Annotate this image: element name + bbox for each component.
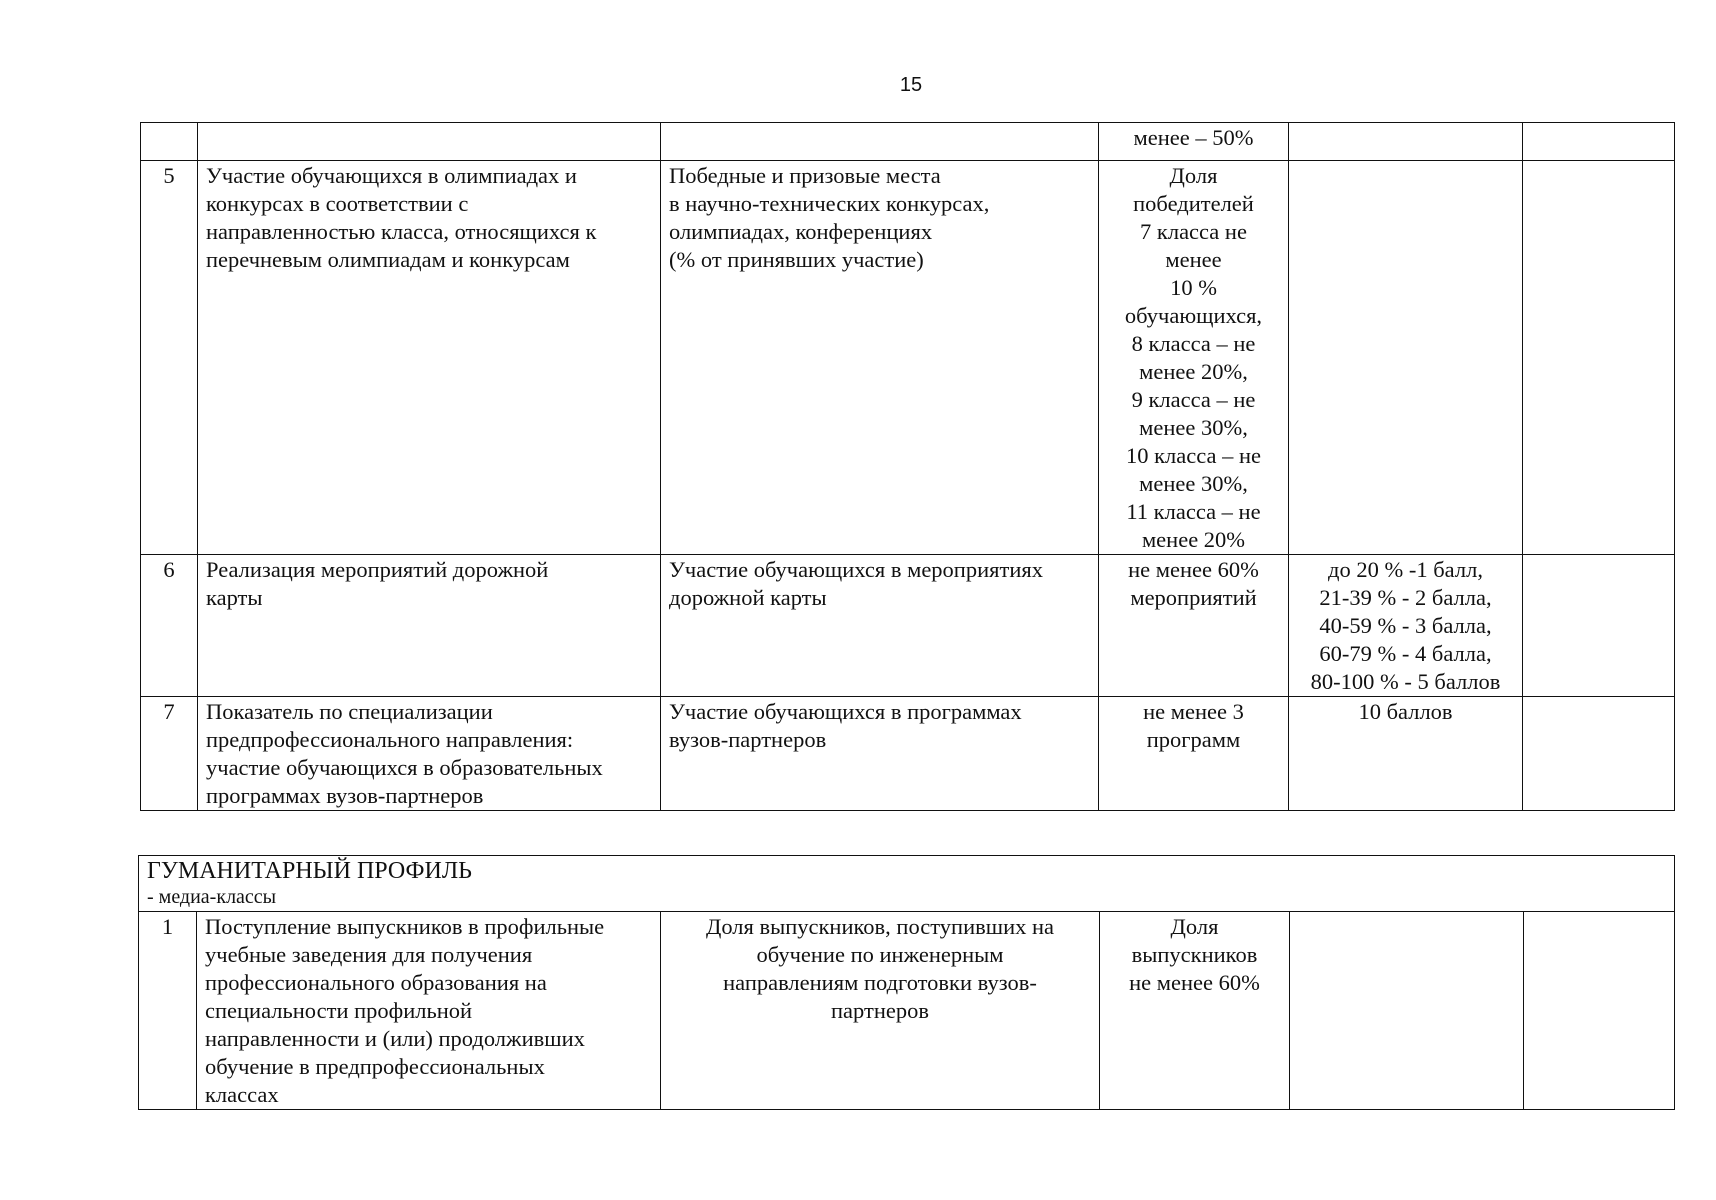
extra-cell bbox=[1523, 555, 1675, 697]
section-subtitle: - медиа-классы bbox=[147, 886, 277, 908]
table-row bbox=[139, 912, 1675, 1110]
target-cell: Доля выпускников не менее 60% bbox=[1100, 912, 1290, 1110]
row-number: 5 bbox=[141, 161, 198, 555]
num-cell bbox=[141, 123, 198, 161]
name-cell: Поступление выпускников в профильные учебные заведения для получения профессионального образования на специальности профильной направленности и (или) продолживших обучение в предпрофессиональных классах bbox=[197, 912, 661, 1110]
extra-cell bbox=[1524, 912, 1675, 1110]
target-cell: не менее 60% мероприятий bbox=[1099, 555, 1289, 697]
target-line: менее – 50% bbox=[1133, 125, 1254, 150]
score-cell: 10 баллов bbox=[1289, 697, 1523, 811]
name-cell: Показатель по специализации предпрофессионального направления: участие обучающихся в образовательных программах вузов-партнеров bbox=[198, 697, 661, 811]
continuation-row bbox=[141, 123, 1675, 161]
indicator-cell bbox=[661, 123, 1099, 161]
name-cell: Реализация мероприятий дорожной карты bbox=[198, 555, 661, 697]
extra-cell bbox=[1523, 123, 1675, 161]
name-cell bbox=[198, 123, 661, 161]
target-cell: Доля победителей 7 класса не менее 10 % обучающихся, 8 класса – не менее 20%, 9 класса – не менее 30%, 10 класса – не менее 30%, 11 класса – не менее 20% bbox=[1099, 161, 1289, 555]
criteria-table bbox=[140, 122, 1675, 811]
table-row bbox=[141, 161, 1675, 555]
indicator-cell: Победные и призовые места в научно-технических конкурсах, олимпиадах, конференциях (% от принявших участие) bbox=[661, 161, 1099, 555]
score-cell bbox=[1290, 912, 1524, 1110]
section-header bbox=[139, 856, 1675, 912]
section-title: ГУМАНИТАРНЫЙ ПРОФИЛЬ bbox=[147, 858, 472, 884]
name-cell: Участие обучающихся в олимпиадах и конкурсах в соответствии с направленностью класса, относящихся к перечневым олимпиадам и конкурсам bbox=[198, 161, 661, 555]
target-cell: не менее 3 программ bbox=[1099, 697, 1289, 811]
indicator-cell: Участие обучающихся в программах вузов-партнеров bbox=[661, 697, 1099, 811]
indicator-cell: Участие обучающихся в мероприятиях дорожной карты bbox=[661, 555, 1099, 697]
section-header-row bbox=[139, 856, 1675, 912]
score-cell bbox=[1289, 123, 1523, 161]
page-number: 15 bbox=[899, 74, 923, 96]
extra-cell bbox=[1523, 697, 1675, 811]
humanities-profile-table bbox=[138, 855, 1675, 1110]
table-row bbox=[141, 555, 1675, 697]
table-row bbox=[141, 697, 1675, 811]
score-cell bbox=[1289, 161, 1523, 555]
row-number: 7 bbox=[141, 697, 198, 811]
row-number: 1 bbox=[139, 912, 197, 1110]
score-cell: до 20 % -1 балл, 21-39 % - 2 балла, 40-59 % - 3 балла, 60-79 % - 4 балла, 80-100 % - 5 баллов bbox=[1289, 555, 1523, 697]
row-number: 6 bbox=[141, 555, 198, 697]
target-cell bbox=[1099, 123, 1289, 161]
extra-cell bbox=[1523, 161, 1675, 555]
indicator-cell: Доля выпускников, поступивших на обучение по инженерным направлениям подготовки вузов- партнеров bbox=[661, 912, 1100, 1110]
